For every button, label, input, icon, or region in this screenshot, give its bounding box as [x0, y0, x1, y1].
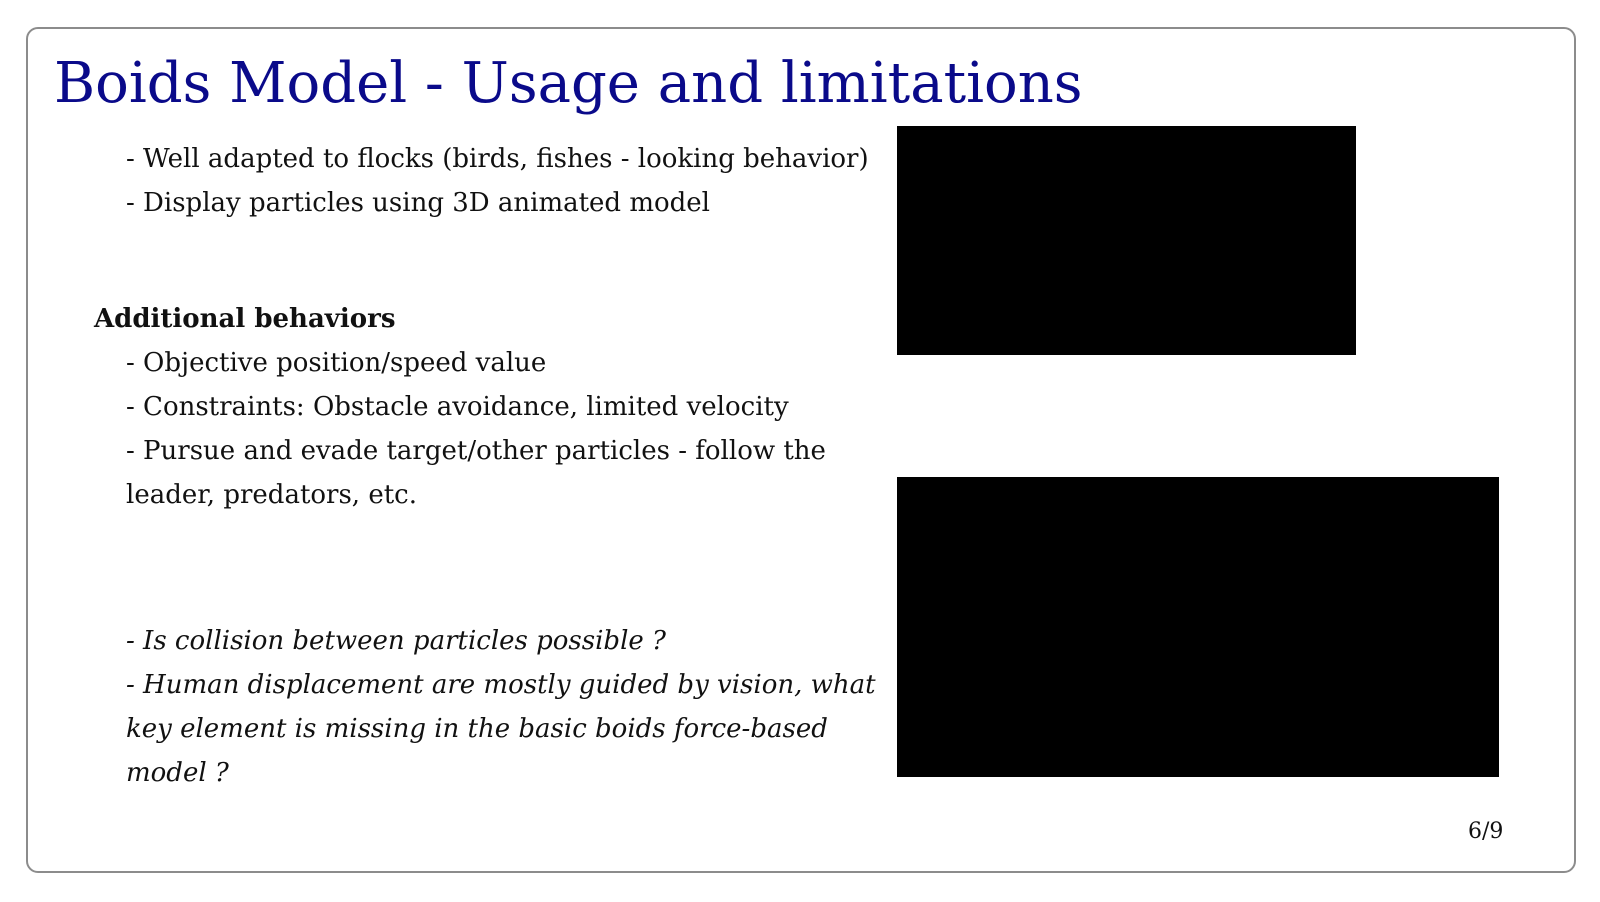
question-item-continuation: model ?: [126, 758, 229, 788]
video-placeholder-bottom[interactable]: [897, 477, 1499, 777]
video-placeholder-top[interactable]: [897, 126, 1356, 355]
usage-list: [126, 137, 869, 225]
questions-list: [126, 619, 876, 795]
list-item-continuation: leader, predators, etc.: [126, 480, 418, 510]
list-item: - Objective position/speed value: [126, 348, 547, 378]
list-item: - Well adapted to flocks (birds, fishes - looking behavior): [126, 144, 869, 174]
question-item: - Human displacement are mostly guided by vision, what: [126, 670, 876, 700]
slide-title: Boids Model - Usage and limitations: [54, 51, 1083, 116]
list-item: - Display particles using 3D animated model: [126, 188, 710, 218]
list-item: - Pursue and evade target/other particles - follow the: [126, 436, 826, 466]
question-item-continuation: key element is missing in the basic boids force-based: [126, 714, 828, 744]
list-item: - Constraints: Obstacle avoidance, limited velocity: [126, 392, 789, 422]
page-number: 6/9: [1468, 819, 1504, 844]
behaviors-list: [126, 341, 826, 517]
question-item: - Is collision between particles possible ?: [126, 626, 666, 656]
slide-frame: [26, 27, 1576, 873]
section-heading: Additional behaviors: [94, 304, 396, 334]
